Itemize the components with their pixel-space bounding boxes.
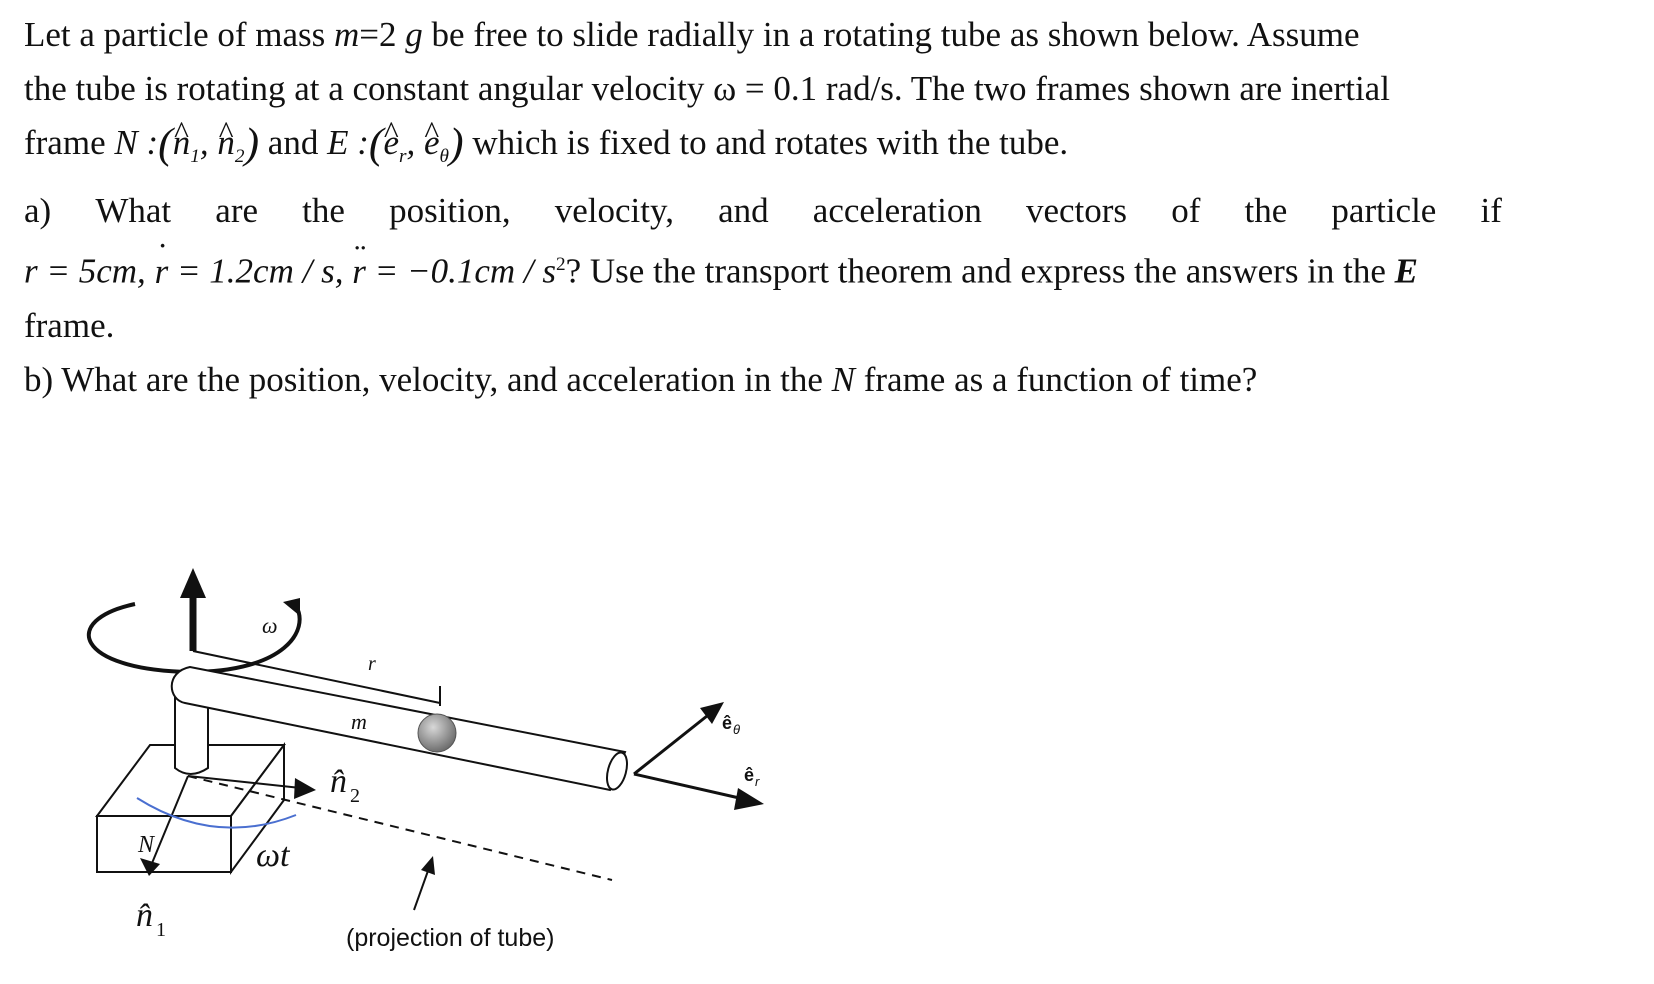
part-b-text-a: b) What are the position, velocity, and acceleration in the	[24, 359, 832, 399]
label-n1-sub: 1	[156, 919, 166, 941]
angular-velocity-value: ω = 0.1 rad/s	[713, 69, 894, 108]
vertical-axis-arrowhead	[180, 568, 206, 598]
mass-value: =2	[359, 15, 406, 54]
e-r-axis	[634, 774, 748, 800]
label-n2: n̂	[330, 763, 347, 800]
label-r: r	[368, 653, 376, 675]
part-a-word: are	[215, 191, 259, 230]
part-a-word: the	[302, 191, 345, 230]
e-r-arrowhead	[734, 788, 764, 810]
label-N: N	[138, 832, 155, 858]
part-a-word: of	[1171, 191, 1201, 230]
e-theta-arrowhead	[700, 702, 724, 724]
label-n2-sub: 2	[350, 785, 360, 807]
intro-text-2b: . The two frames shown are inertial	[893, 69, 1390, 108]
part-a-word: acceleration	[812, 191, 982, 230]
label-omega: ω	[262, 613, 278, 638]
r-value: r = 5cm,	[24, 251, 146, 291]
e-theta-axis	[634, 712, 712, 774]
particle-sphere	[418, 714, 456, 752]
part-a-word: and	[718, 191, 769, 230]
squared-exponent: 2	[556, 254, 566, 275]
frame-E-basis: :(^ $e_r$, ^ $e_\theta$)	[348, 123, 463, 162]
projection-pointer-arrowhead	[421, 856, 435, 875]
label-e-r: ê	[744, 765, 755, 785]
frame-E-ref: E	[1394, 251, 1419, 291]
label-e-theta: ê	[722, 713, 733, 733]
part-a-word: if	[1480, 191, 1502, 230]
part-a-word: particle	[1331, 191, 1437, 230]
label-m: m	[351, 709, 367, 734]
part-a-word: What	[95, 191, 172, 230]
part-a-label: a)	[24, 191, 52, 230]
mass-symbol: m	[334, 15, 360, 54]
intro-text-3b: and	[259, 123, 328, 162]
r-ddot-value: = −0.1cm / s	[374, 251, 556, 291]
frame-N-ref: N	[831, 359, 855, 399]
mass-unit: g	[405, 15, 423, 54]
intro-text-3c: which is fixed to and rotates with the tube.	[463, 123, 1069, 162]
part-b-text-b: frame as a function of time?	[854, 359, 1258, 399]
intro-text-1c: be free to slide radially in a rotating tube as shown below. Assume	[422, 15, 1360, 54]
part-a-frame-word: frame.	[24, 305, 115, 345]
label-e-theta-sub: θ	[733, 722, 741, 737]
label-e-r-sub: r	[755, 774, 760, 789]
intro-text-2a: the tube is rotating at a constant angular velocity	[24, 69, 714, 108]
part-a-word: position,	[389, 191, 511, 230]
part-a-word: vectors	[1025, 191, 1128, 230]
r-dot-value: = 1.2cm / s,	[176, 251, 344, 291]
intro-text-3a: frame	[24, 123, 115, 162]
part-a-word: velocity,	[554, 191, 674, 230]
part-a-tail: ? Use the transport theorem and express the answers in the	[565, 251, 1395, 291]
r-ddot-symbol: ¨ r	[352, 245, 366, 299]
frame-N-basis: :(^ $n_1$, ^ $n_2$)	[138, 123, 259, 162]
n2-arrowhead	[294, 778, 316, 799]
label-omega-t: ωt	[256, 837, 290, 874]
rotation-arrowhead	[283, 598, 300, 616]
part-a-word: the	[1244, 191, 1288, 230]
frame-N-symbol: N	[114, 123, 138, 162]
intro-text-1a: Let a particle of mass	[24, 15, 335, 54]
r-dot-symbol: ˙ r	[155, 245, 169, 299]
label-n1: n̂	[136, 897, 153, 934]
projection-pointer	[414, 868, 429, 910]
frame-E-symbol: E	[327, 123, 349, 162]
label-projection: (projection of tube)	[346, 924, 555, 952]
